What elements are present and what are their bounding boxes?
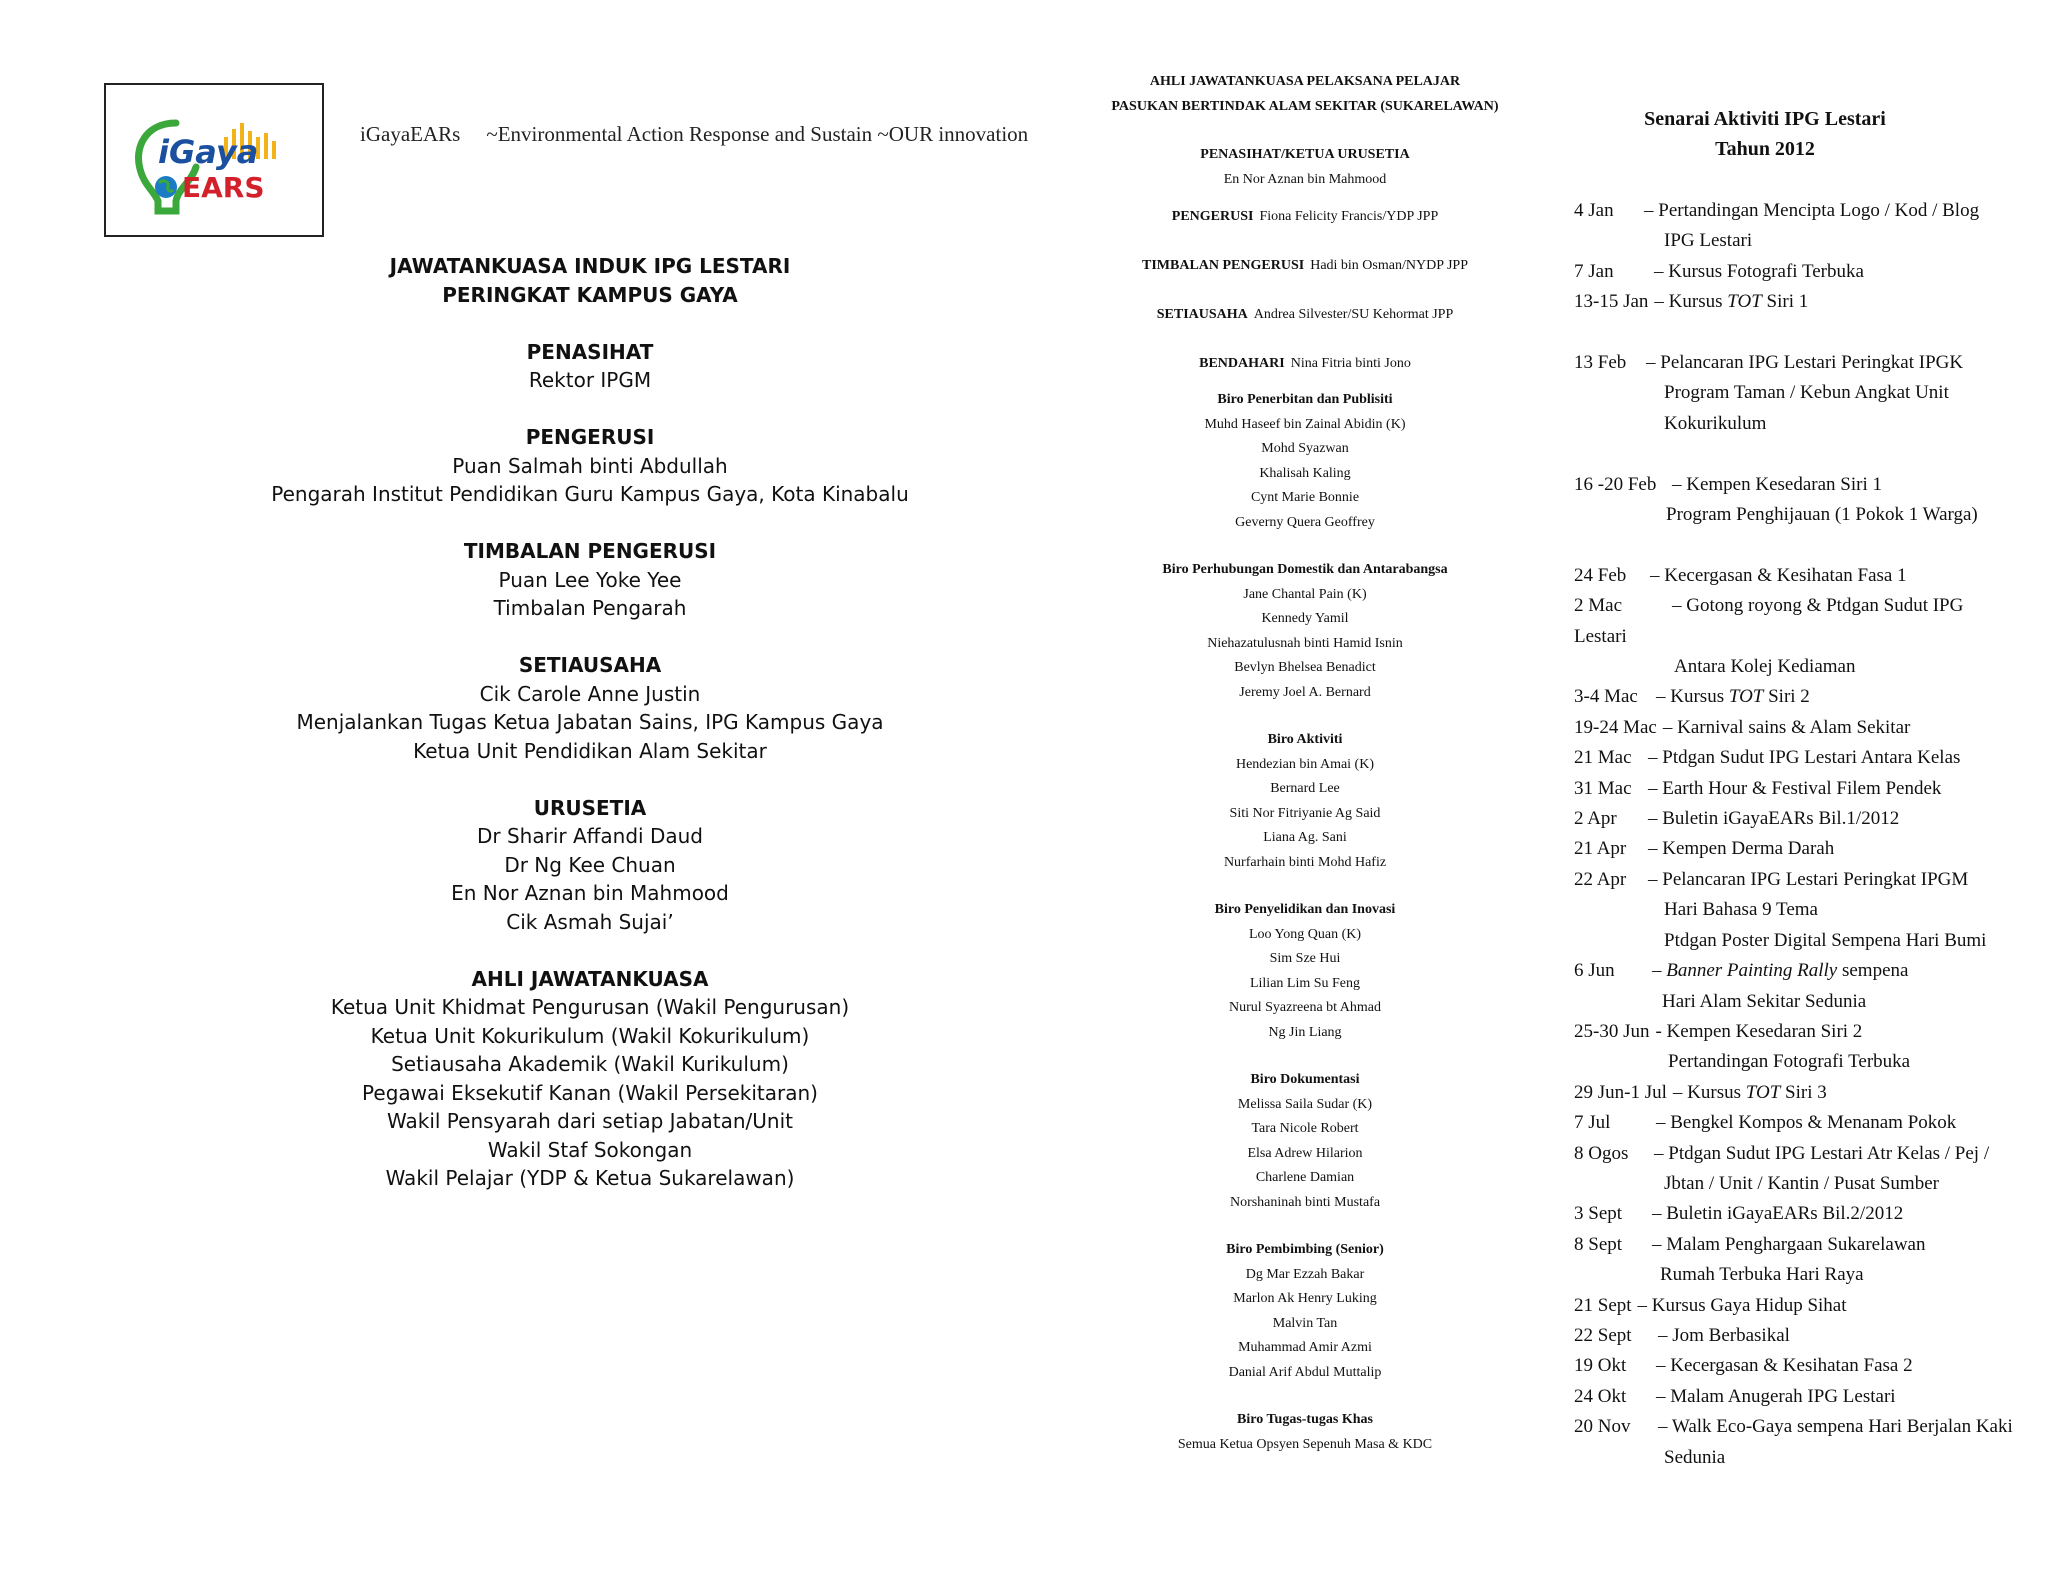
activity-text: – Buletin iGayaEARs Bil.2/2012 <box>1652 1203 1904 1225</box>
officer-name: Fiona Felicity Francis/YDP JPP <box>1259 209 1439 224</box>
activity-date: 7 Jan <box>1574 260 1614 282</box>
officer-role: TIMBALAN PENGERUSI <box>1142 258 1305 273</box>
activity-text-continued: Antara Kolej Kediaman <box>1674 656 1856 678</box>
activity-text: – Ptdgan Sudut IPG Lestari Atr Kelas / Pej / <box>1654 1142 1990 1164</box>
activity-item <box>1574 1199 2014 1229</box>
biro-member: Charlene Damian <box>1255 1170 1355 1185</box>
pengerusi-heading: PENGERUSI <box>525 425 655 449</box>
activity-text: – Earth Hour & Festival Filem Pendek <box>1648 777 1942 799</box>
activity-date: 3 Sept <box>1574 1203 1623 1225</box>
biro-member: Sim Sze Hui <box>1269 951 1341 966</box>
setiausaha-position: Ketua Unit Pendidikan Alam Sekitar <box>413 738 767 763</box>
activity-date: 21 Sept <box>1574 1294 1632 1316</box>
urusetia-member: En Nor Aznan bin Mahmood <box>451 881 729 905</box>
biro-member: Nurul Syazreena bt Ahmad <box>1228 1000 1381 1015</box>
biro-heading: Biro Perhubungan Domestik dan Antarabangsa <box>1162 562 1448 577</box>
biro-member: Malvin Tan <box>1272 1315 1338 1331</box>
committee-students <box>1090 70 1520 1457</box>
brand-line <box>360 122 1028 147</box>
students-committee-title: AHLI JAWATANKUASA PELAKSANA PELAJAR <box>1149 74 1461 89</box>
activity-item <box>1574 1351 2014 1381</box>
activity-item <box>1574 1139 2014 1200</box>
activity-date: 24 Feb <box>1574 564 1627 586</box>
ahli-heading: AHLI JAWATANKUASA <box>471 966 709 991</box>
activity-date: 4 Jan <box>1574 200 1614 221</box>
activity-title: Senarai Aktiviti IPG Lestari <box>1644 108 1886 130</box>
timbalan-heading: TIMBALAN PENGERUSI <box>463 539 717 563</box>
activity-list <box>1574 196 2014 1473</box>
activity-date: 24 Okt <box>1574 1385 1627 1407</box>
activity-item <box>1574 1382 2014 1412</box>
activity-text: – Kecergasan & Kesihatan Fasa 1 <box>1650 564 1907 586</box>
activity-date: 22 Apr <box>1574 868 1627 890</box>
activity-spacer <box>1574 318 2014 348</box>
biro-member: Kennedy Yamil <box>1261 611 1349 626</box>
biro-member: Bevlyn Bhelsea Benadict <box>1234 660 1376 675</box>
setiausaha-heading: SETIAUSAHA <box>518 653 662 677</box>
students-penasihat-name: En Nor Aznan bin Mahmood <box>1223 171 1387 187</box>
activity-date: 2 Mac <box>1574 595 1623 617</box>
activity-item <box>1574 956 2014 1017</box>
biro-member: Mohd Syazwan <box>1261 441 1349 456</box>
ahli-member: Setiausaha Akademik (Wakil Kurikulum) <box>391 1052 789 1076</box>
urusetia-member: Cik Asmah Sujai’ <box>506 909 674 934</box>
activity-date: 13 Feb <box>1574 352 1627 374</box>
activity-text-continued: Kokurikulum <box>1664 412 1767 434</box>
officer-name: Nina Fitria binti Jono <box>1290 356 1411 371</box>
biro-member: Hendezian bin Amai (K) <box>1235 756 1374 772</box>
biro-member: Elsa Adrew Hilarion <box>1247 1145 1363 1161</box>
penasihat-name: Rektor IPGM <box>528 368 652 392</box>
activity-date: 20 Nov <box>1574 1416 1631 1438</box>
activity-date: 16 -20 Feb <box>1574 473 1657 495</box>
biro-heading: Biro Aktiviti <box>1267 732 1343 747</box>
biro-heading: Biro Tugas-tugas Khas <box>1237 1412 1373 1427</box>
activity-item <box>1574 834 2014 864</box>
activity-text: – Kursus TOT Siri 2 <box>1656 686 1810 708</box>
brand-tagline: ~Environmental Action Response and Sustain ~OUR innovation <box>486 122 1029 146</box>
activity-date: 19-24 Mac <box>1574 716 1657 738</box>
officer-pengerusi <box>1090 192 1520 241</box>
officer-name: Andrea Silvester/SU Kehormat JPP <box>1253 307 1454 322</box>
officer-role: PENGERUSI <box>1171 209 1254 224</box>
pengerusi-position: Pengarah Institut Pendidikan Guru Kampus Gaya, Kota Kinabalu <box>271 482 909 506</box>
activity-item <box>1574 196 2014 257</box>
biro-member: Muhd Haseef bin Zainal Abidin (K) <box>1204 416 1406 432</box>
activity-text: – Kursus TOT Siri 3 <box>1672 1081 1827 1103</box>
activity-text: – Kursus TOT Siri 1 <box>1654 291 1809 313</box>
activity-text: – Malam Penghargaan Sukarelawan <box>1652 1233 1926 1255</box>
activity-item <box>1574 348 2014 439</box>
activity-text-continued: Hari Bahasa 9 Tema <box>1664 899 1818 921</box>
activity-item <box>1574 1017 2014 1078</box>
logo-text-igaya: iGaya <box>158 133 259 171</box>
biro-member: Loo Yong Quan (K) <box>1249 926 1361 942</box>
timbalan-position: Timbalan Pengarah <box>493 596 687 620</box>
students-penasihat-heading: PENASIHAT/KETUA URUSETIA <box>1200 147 1410 162</box>
activity-spacer <box>1574 530 2014 560</box>
activity-text: – Kecergasan & Kesihatan Fasa 2 <box>1656 1355 1913 1377</box>
activity-text: – Pelancaran IPG Lestari Peringkat IPGM <box>1648 868 1969 890</box>
urusetia-heading: URUSETIA <box>533 795 647 820</box>
biro-member: Geverny Quera Geoffrey <box>1235 514 1375 530</box>
activity-year: Tahun 2012 <box>1715 138 1815 160</box>
setiausaha-name: Cik Carole Anne Justin <box>479 681 701 706</box>
activity-item <box>1574 1321 2014 1351</box>
activity-text: – Malam Anugerah IPG Lestari <box>1656 1385 1896 1407</box>
ahli-member: Wakil Staf Sokongan <box>487 1137 693 1162</box>
urusetia-member: Dr Ng Kee Chuan <box>504 852 676 877</box>
activity-date: 29 Jun-1 Jul <box>1574 1081 1667 1103</box>
activity-text: – Pertandingan Mencipta Logo / Kod / Blog <box>1644 200 1980 221</box>
activity-date: 22 Sept <box>1574 1324 1632 1346</box>
officer-role: BENDAHARI <box>1199 356 1285 371</box>
activity-date: 21 Mac <box>1574 747 1632 769</box>
biro-member: Semua Ketua Opsyen Sepenuh Masa & KDC <box>1177 1436 1433 1452</box>
committee-title: JAWATANKUASA INDUK IPG LESTARI <box>389 254 791 278</box>
activity-text-continued: Ptdgan Poster Digital Sempena Hari Bumi <box>1664 929 1987 951</box>
activity-text: – Gotong royong & Ptdgan Sudut IPG Lestari <box>1574 595 1964 647</box>
officer-role: SETIAUSAHA <box>1156 307 1248 322</box>
activity-date: 31 Mac <box>1574 777 1632 799</box>
logo <box>104 83 324 237</box>
activity-list-title <box>1640 104 1890 164</box>
brand-name: iGayaEARs <box>360 122 461 146</box>
activity-text: – Bengkel Kompos & Menanam Pokok <box>1656 1112 1957 1134</box>
biro-heading: Biro Dokumentasi <box>1250 1072 1360 1087</box>
activity-item <box>1574 865 2014 956</box>
activity-item <box>1574 682 2014 712</box>
ahli-member: Wakil Pensyarah dari setiap Jabatan/Unit <box>386 1109 793 1133</box>
activity-date: 8 Sept <box>1574 1233 1623 1255</box>
biro-heading: Biro Pembimbing (Senior) <box>1226 1242 1384 1257</box>
biro-member: Siti Nor Fitriyanie Ag Said <box>1229 805 1381 821</box>
logo-text-ears: EARS <box>182 171 265 204</box>
activity-text-continued: Sedunia <box>1664 1446 1726 1468</box>
activity-date: 21 Apr <box>1574 838 1627 860</box>
officer-bendahari <box>1090 339 1520 388</box>
ahli-member: Wakil Pelajar (YDP & Ketua Sukarelawan) <box>385 1166 795 1190</box>
urusetia-member: Dr Sharir Affandi Daud <box>477 824 703 848</box>
biro-member: Nurfarhain binti Mohd Hafiz <box>1223 854 1387 870</box>
biro-member: Ng Jin Liang <box>1268 1024 1342 1040</box>
activity-text-continued: Program Penghijauan (1 Pokok 1 Warga) <box>1666 504 1978 526</box>
activity-item <box>1574 561 2014 591</box>
activity-date: 25-30 Jun <box>1574 1020 1650 1042</box>
activity-item <box>1574 591 2014 682</box>
ahli-member: Ketua Unit Kokurikulum (Wakil Kokurikulum) <box>370 1023 810 1048</box>
committee-subtitle: PERINGKAT KAMPUS GAYA <box>442 282 738 307</box>
activity-text: – Ptdgan Sudut IPG Lestari Antara Kelas <box>1648 747 1961 769</box>
timbalan-name: Puan Lee Yoke Yee <box>498 567 682 592</box>
activity-text: – Karnival sains & Alam Sekitar <box>1662 716 1911 738</box>
biro-member: Liana Ag. Sani <box>1263 830 1347 845</box>
activity-text-continued: Pertandingan Fotografi Terbuka <box>1668 1051 1911 1073</box>
activity-item <box>1574 287 2014 317</box>
ahli-member: Pegawai Eksekutif Kanan (Wakil Persekitaran) <box>362 1080 818 1105</box>
penasihat-heading: PENASIHAT <box>526 339 654 364</box>
activity-text: - Kempen Kesedaran Siri 2 <box>1655 1020 1863 1042</box>
biro-member: Cynt Marie Bonnie <box>1250 490 1360 505</box>
officer-setiausaha <box>1090 290 1520 339</box>
students-committee-subtitle: PASUKAN BERTINDAK ALAM SEKITAR (SUKARELAWAN) <box>1111 98 1499 114</box>
biro-member: Dg Mar Ezzah Bakar <box>1245 1266 1365 1282</box>
activity-item <box>1574 1291 2014 1321</box>
setiausaha-position: Menjalankan Tugas Ketua Jabatan Sains, IPG Kampus Gaya <box>296 710 884 734</box>
biro-heading: Biro Penerbitan dan Publisiti <box>1217 392 1393 407</box>
pengerusi-name: Puan Salmah binti Abdullah <box>452 453 728 478</box>
activity-item <box>1574 1412 2014 1473</box>
activity-text: – Walk Eco-Gaya sempena Hari Berjalan Kaki <box>1658 1416 2013 1438</box>
activity-date: 8 Ogos <box>1574 1142 1629 1164</box>
activity-item <box>1574 1230 2014 1291</box>
activity-item <box>1574 1078 2014 1108</box>
activity-item <box>1574 713 2014 743</box>
activity-item <box>1574 804 2014 834</box>
activity-text-continued: Rumah Terbuka Hari Raya <box>1660 1264 1864 1286</box>
biro-member: Niehazatulusnah binti Hamid Isnin <box>1207 635 1403 651</box>
activity-date: 19 Okt <box>1574 1355 1627 1377</box>
activity-item <box>1574 743 2014 773</box>
activity-item <box>1574 774 2014 804</box>
activity-text: – Kempen Derma Darah <box>1648 838 1835 860</box>
activity-text: – Kursus Fotografi Terbuka <box>1654 260 1864 282</box>
ahli-member: Ketua Unit Khidmat Pengurusan (Wakil Pengurusan) <box>330 995 850 1019</box>
activity-item <box>1574 1108 2014 1138</box>
activity-date: 13-15 Jan <box>1574 291 1649 313</box>
activity-text: – Jom Berbasikal <box>1658 1324 1790 1346</box>
activity-text-continued: Jbtan / Unit / Kantin / Pusat Sumber <box>1664 1172 1939 1194</box>
activity-item <box>1574 470 2014 531</box>
activity-text-continued: IPG Lestari <box>1664 230 1753 252</box>
activity-text: – Buletin iGayaEARs Bil.1/2012 <box>1648 808 1900 830</box>
officer-timbalan <box>1090 241 1520 290</box>
igayaears-logo-graphic <box>106 85 322 235</box>
activity-date: 7 Jul <box>1574 1112 1611 1134</box>
biro-member: Norshaninah binti Mustafa <box>1229 1194 1381 1210</box>
biro-member: Bernard Lee <box>1270 781 1340 796</box>
activity-text: – Banner Painting Rally sempena <box>1652 960 1909 982</box>
activity-text-continued: Hari Alam Sekitar Sedunia <box>1662 990 1867 1012</box>
activity-text-continued: Program Taman / Kebun Angkat Unit <box>1664 382 1949 404</box>
activity-date: 3-4 Mac <box>1574 686 1638 708</box>
committee-main <box>200 252 980 1193</box>
biro-heading: Biro Penyelidikan dan Inovasi <box>1214 902 1396 917</box>
activity-text: – Kursus Gaya Hidup Sihat <box>1637 1294 1847 1316</box>
activity-date: 2 Apr <box>1574 808 1617 830</box>
activity-item <box>1574 257 2014 287</box>
biro-member: Khalisah Kaling <box>1259 465 1351 481</box>
biro-member: Marlon Ak Henry Luking <box>1233 1291 1377 1306</box>
officer-name: Hadi bin Osman/NYDP JPP <box>1310 258 1468 273</box>
biro-member: Muhammad Amir Azmi <box>1238 1340 1372 1355</box>
biro-member: Danial Arif Abdul Muttalip <box>1228 1364 1382 1380</box>
biro-member: Melissa Saila Sudar (K) <box>1237 1096 1373 1112</box>
activity-date: 6 Jun <box>1574 960 1615 982</box>
biro-member: Jane Chantal Pain (K) <box>1243 586 1367 602</box>
activity-text: – Pelancaran IPG Lestari Peringkat IPGK <box>1646 352 1964 374</box>
activity-text: – Kempen Kesedaran Siri 1 <box>1672 473 1882 495</box>
biro-member: Tara Nicole Robert <box>1251 1121 1359 1136</box>
activity-spacer <box>1574 439 2014 469</box>
biro-member: Jeremy Joel A. Bernard <box>1239 684 1371 700</box>
biro-member: Lilian Lim Su Feng <box>1249 975 1361 991</box>
